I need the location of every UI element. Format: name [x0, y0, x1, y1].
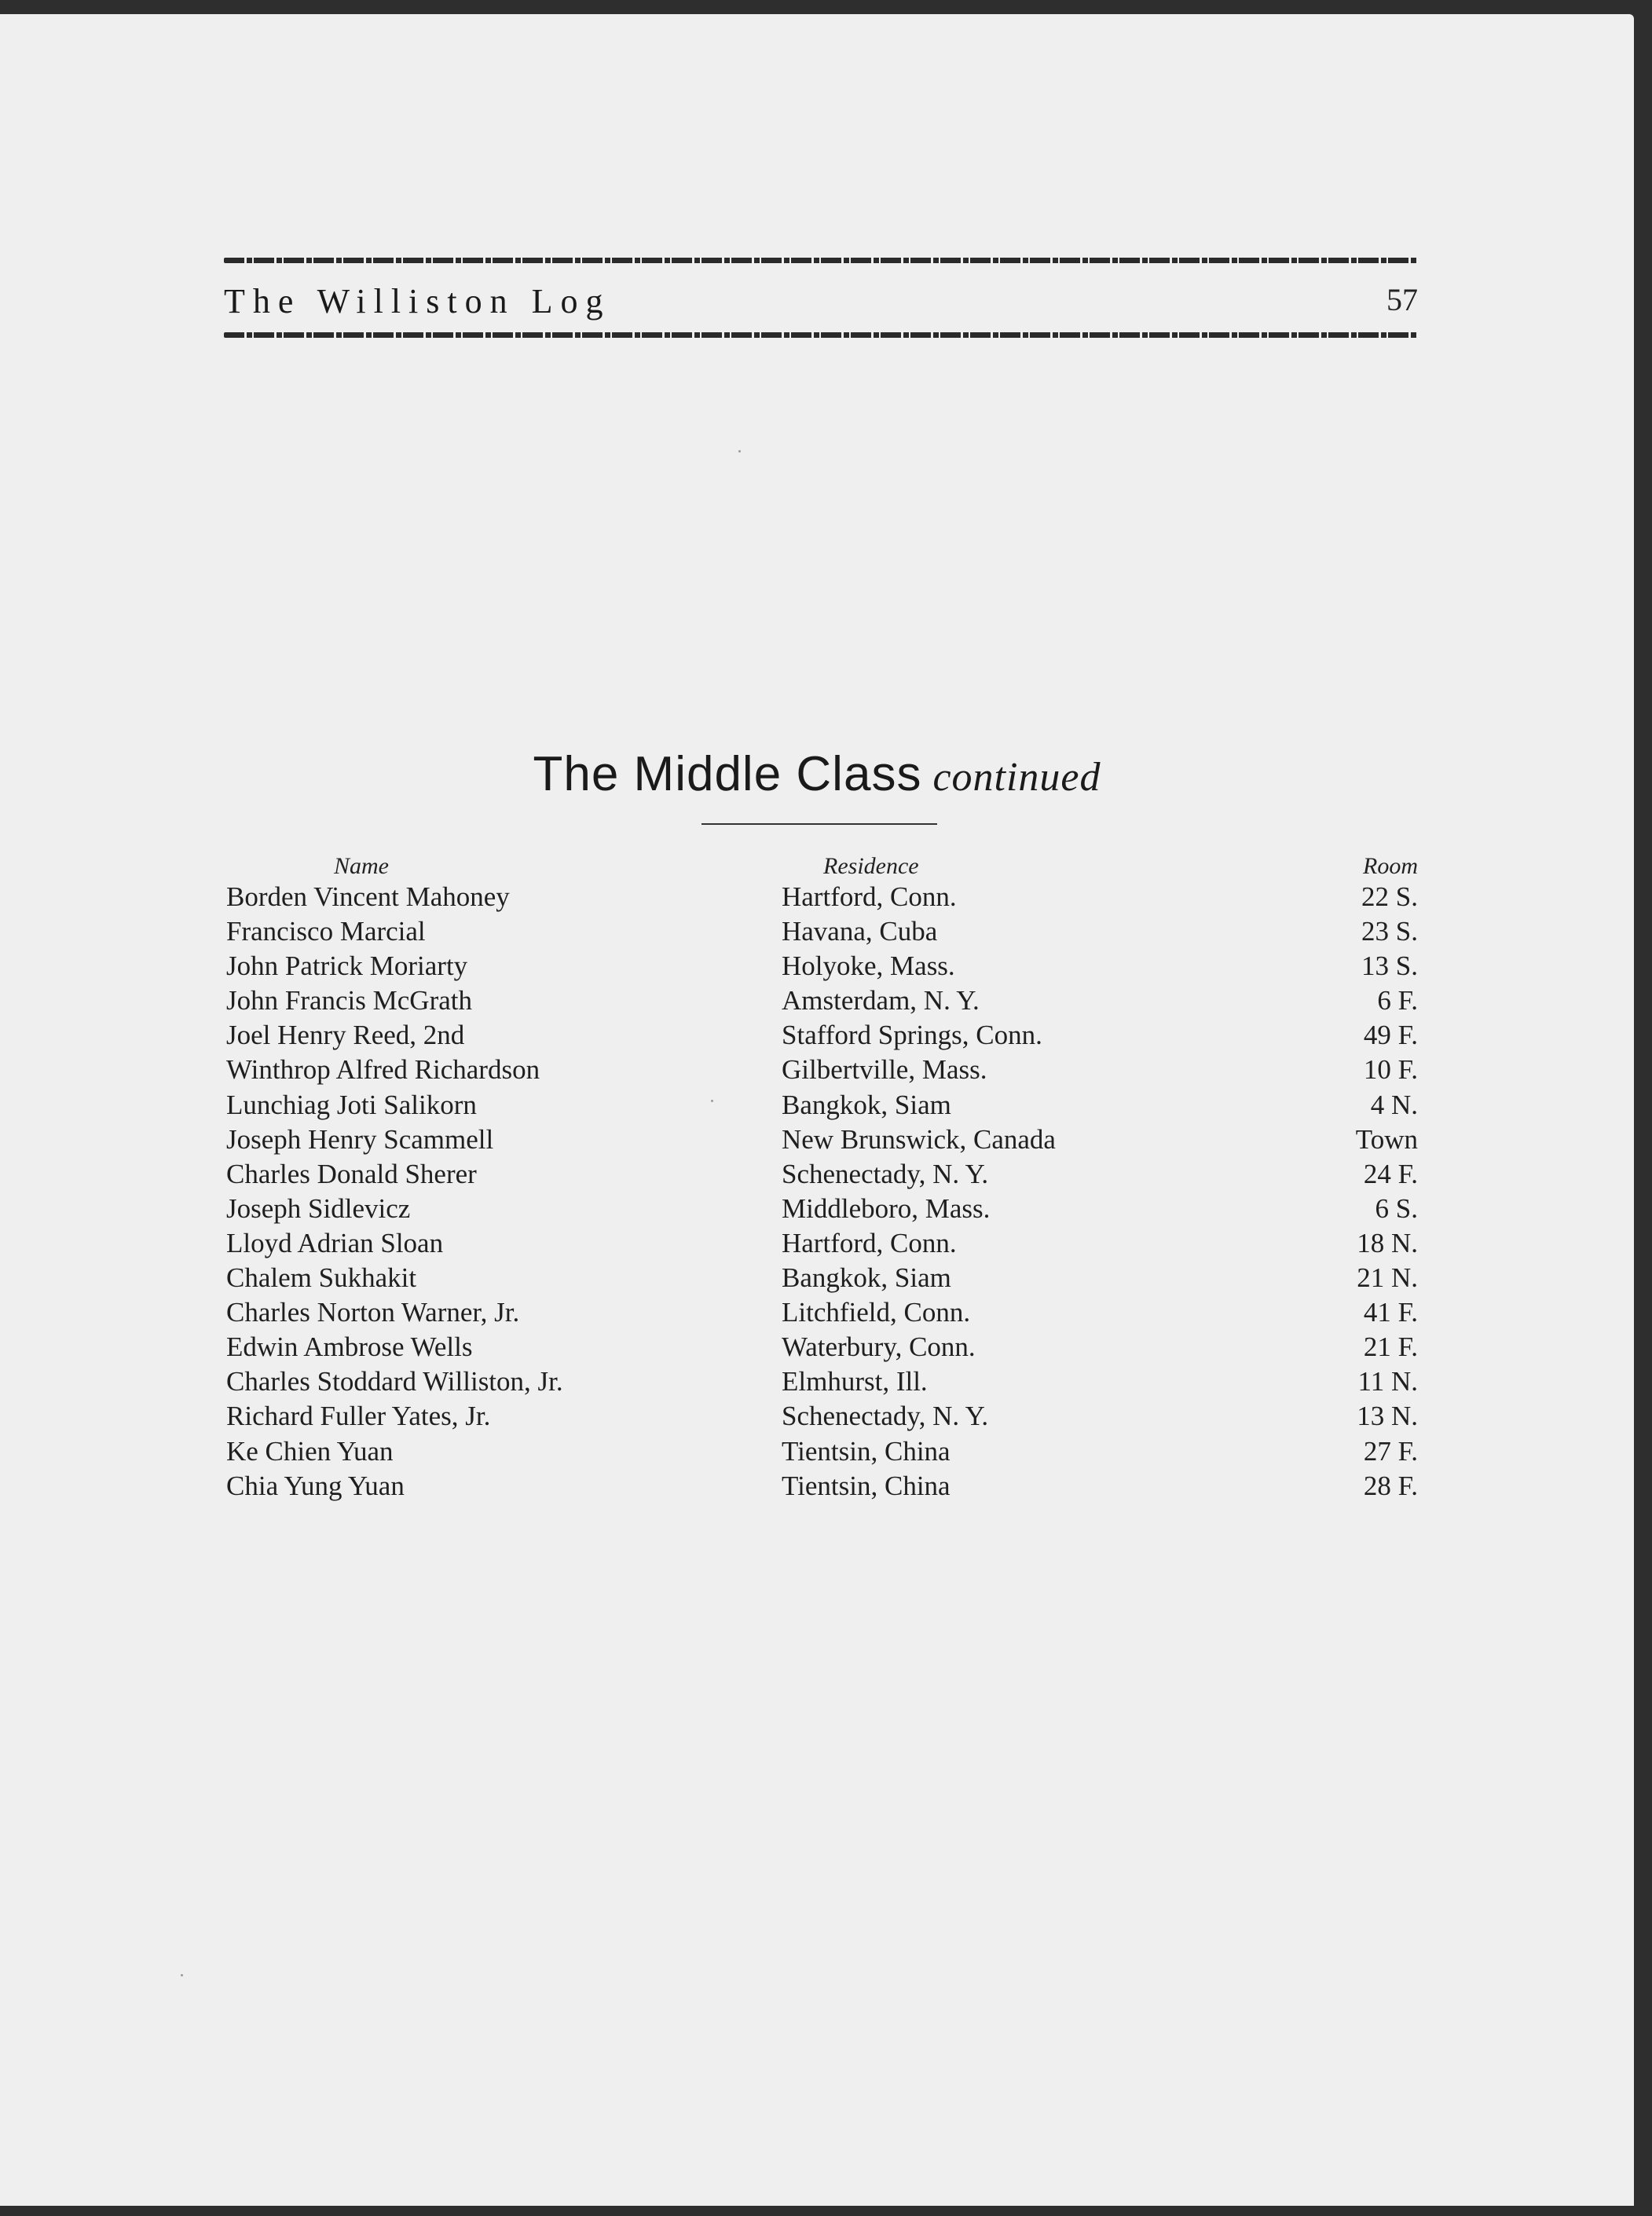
table-row [224, 1088, 1418, 1123]
student-residence: Middleboro, Mass. [782, 1192, 991, 1224]
student-residence: New Brunswick, Canada [782, 1123, 1056, 1155]
section-title-text: The Middle Class [533, 747, 922, 801]
student-room: 21 F. [1363, 1331, 1418, 1363]
table-row [224, 1157, 1418, 1192]
table-row [224, 1053, 1418, 1087]
student-room: 13 S. [1361, 950, 1418, 982]
page-number: 57 [1386, 282, 1418, 317]
student-name: John Francis McGrath [226, 985, 473, 1016]
table-row [224, 1364, 1418, 1399]
student-name: Winthrop Alfred Richardson [226, 1054, 540, 1086]
document-page [0, 14, 1634, 2206]
student-residence: Litchfield, Conn. [782, 1297, 971, 1328]
section-title [0, 746, 1634, 802]
student-room: 49 F. [1363, 1020, 1418, 1051]
table-row [224, 880, 1418, 914]
table-row [224, 983, 1418, 1018]
student-room: 6 S. [1375, 1192, 1418, 1224]
student-name: Lloyd Adrian Sloan [226, 1227, 444, 1258]
student-room: 18 N. [1357, 1227, 1418, 1258]
table-row [224, 914, 1418, 949]
student-room: 28 F. [1363, 1470, 1418, 1501]
student-residence: Hartford, Conn. [782, 1227, 957, 1258]
student-residence: Amsterdam, N. Y. [782, 985, 980, 1016]
table-row [224, 1123, 1418, 1157]
student-name: Lunchiag Joti Salikorn [226, 1089, 477, 1120]
student-residence: Elmhurst, Ill. [782, 1366, 928, 1397]
student-name: Borden Vincent Mahoney [226, 881, 510, 912]
student-room: 10 F. [1363, 1054, 1418, 1086]
student-room: 4 N. [1370, 1089, 1418, 1120]
student-residence: Havana, Cuba [782, 916, 938, 947]
student-residence: Gilbertville, Mass. [782, 1054, 987, 1086]
student-name: Richard Fuller Yates, Jr. [226, 1401, 491, 1432]
student-table [224, 880, 1418, 1504]
table-row [224, 1018, 1418, 1053]
table-row [224, 1469, 1418, 1504]
student-room: 21 N. [1357, 1262, 1418, 1294]
student-room: 27 F. [1363, 1435, 1418, 1467]
student-residence: Holyoke, Mass. [782, 950, 955, 982]
student-residence: Bangkok, Siam [782, 1262, 951, 1294]
student-name: Charles Stoddard Williston, Jr. [226, 1366, 563, 1397]
table-row [224, 1330, 1418, 1364]
student-room: 41 F. [1363, 1297, 1418, 1328]
column-header-name: Name [334, 853, 389, 879]
student-room: Town [1355, 1123, 1418, 1155]
title-divider [701, 823, 937, 825]
paper-speck [181, 1974, 183, 1976]
header-top-rule [224, 258, 1418, 263]
student-name: Charles Norton Warner, Jr. [226, 1297, 520, 1328]
student-name: Ke Chien Yuan [226, 1435, 394, 1467]
student-name: Edwin Ambrose Wells [226, 1331, 473, 1363]
student-residence: Tientsin, China [782, 1435, 951, 1467]
table-row [224, 1261, 1418, 1295]
section-title-suffix: continued [932, 755, 1101, 800]
header-bottom-rule [224, 332, 1418, 338]
student-room: 13 N. [1357, 1401, 1418, 1432]
student-room: 6 F. [1377, 985, 1418, 1016]
running-title: The Williston Log [224, 282, 611, 320]
table-row [224, 1434, 1418, 1469]
student-residence: Waterbury, Conn. [782, 1331, 976, 1363]
column-header-room: Room [1363, 853, 1418, 879]
table-row [224, 1399, 1418, 1434]
student-residence: Hartford, Conn. [782, 881, 957, 912]
student-name: Francisco Marcial [226, 916, 426, 947]
student-name: Chalem Sukhakit [226, 1262, 417, 1294]
student-name: Chia Yung Yuan [226, 1470, 405, 1501]
student-name: Joel Henry Reed, 2nd [226, 1020, 465, 1051]
paper-speck [711, 1100, 713, 1102]
table-row [224, 1226, 1418, 1261]
student-name: Charles Donald Sherer [226, 1158, 477, 1189]
column-header-residence: Residence [823, 853, 919, 879]
student-name: John Patrick Moriarty [226, 950, 468, 982]
student-room: 11 N. [1357, 1366, 1418, 1397]
student-name: Joseph Sidlevicz [226, 1192, 411, 1224]
student-room: 22 S. [1361, 881, 1418, 912]
table-row [224, 1192, 1418, 1226]
student-residence: Schenectady, N. Y. [782, 1401, 989, 1432]
student-room: 23 S. [1361, 916, 1418, 947]
student-residence: Tientsin, China [782, 1470, 951, 1501]
table-row [224, 1295, 1418, 1330]
student-residence: Bangkok, Siam [782, 1089, 951, 1120]
student-name: Joseph Henry Scammell [226, 1123, 494, 1155]
table-row [224, 949, 1418, 983]
paper-speck [738, 450, 741, 452]
student-room: 24 F. [1363, 1158, 1418, 1189]
student-residence: Stafford Springs, Conn. [782, 1020, 1042, 1051]
student-residence: Schenectady, N. Y. [782, 1158, 989, 1189]
